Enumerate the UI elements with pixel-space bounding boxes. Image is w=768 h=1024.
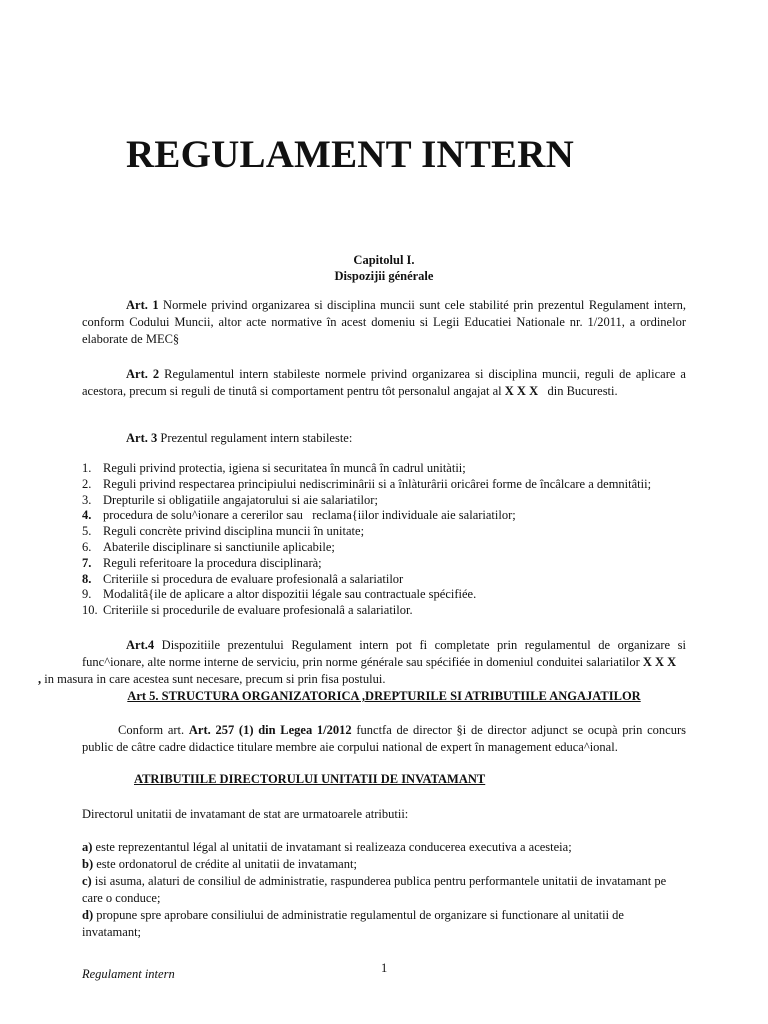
list-item	[82, 477, 702, 493]
document-title: REGULAMENT INTERN	[126, 133, 574, 176]
article-2	[82, 366, 686, 400]
list-item-number: 7.	[82, 555, 92, 570]
list-item	[82, 556, 702, 572]
footer-page-number: 1	[381, 961, 388, 975]
chapter-number: Capitolul I.	[353, 253, 415, 267]
article-4-entity: X X X	[642, 655, 677, 669]
article-5-text: functfa de director §i de director adjunct se ocupà prin concurs public de câtre cadre didactice titulare membre aie corpului national de expert în management educa^ional.	[82, 723, 686, 754]
duty-item	[82, 907, 686, 941]
list-item-text: Reguli privind protectia, igiena si securitatea în muncâ în cadrul unitàtii;	[103, 461, 466, 475]
duty-text: propune spre aprobare consiliului de administratie regulamentul de organizare si functionare al unitatii de invatamant;	[82, 908, 624, 939]
duty-item	[82, 839, 686, 856]
list-item-number: 2.	[82, 476, 92, 491]
duty-text: este ordonatorul de crédite al unitatii de invatamant;	[93, 857, 357, 871]
article-5-heading: Art 5. STRUCTURA ORGANIZATORICA ,DREPTURILE SI ATRIBUTIILE ANGAJATILOR	[127, 689, 641, 703]
list-item-number: 5.	[82, 524, 92, 539]
list-item-number: 8.	[82, 571, 92, 586]
article-4-label: Art.4	[126, 638, 155, 652]
article-3-label: Art. 3	[126, 431, 158, 445]
article-4	[38, 637, 686, 688]
director-intro: Directorul unitatii de invatamant de stat are urmatoarele atributii:	[82, 807, 409, 821]
duty-letter: c)	[82, 874, 92, 888]
list-item-text: procedura de solu^ionare a cererilor sau reclama{iilor individuale aie salariatilor;	[103, 508, 516, 523]
duty-letter: d)	[82, 908, 94, 922]
article-2-text: Regulamentul intern stabileste normele privind organizarea si disciplina muncii, reguli de aplicare a acestora, precum si reguli de tinutâ si comportament pentru tôt personalul angajat al	[82, 367, 686, 398]
list-item-text: Drepturile si obligatiile angajatorului si aie salariatilor;	[103, 492, 378, 507]
list-item-text: Criteriile si procedura de evaluare profesionalâ a salariatilor	[103, 571, 404, 586]
article-5-reference: Art. 257 (1) din Legea 1/2012	[188, 723, 352, 737]
article-3-text: Prezentul regulament intern stabileste:	[157, 431, 353, 445]
duty-text: isi asuma, alaturi de consiliul de administratie, raspunderea publica pentru performantele unitatii de invatamant pe care o conduce;	[82, 874, 667, 905]
list-item	[82, 461, 702, 477]
list-item-number: 10.	[82, 603, 98, 618]
list-item-number: 6.	[82, 539, 92, 554]
director-duties-heading: ATRIBUTIILE DIRECTORULUI UNITATII DE INVATAMANT	[134, 772, 486, 786]
list-item	[82, 524, 702, 540]
chapter-name: Dispozijii générale	[334, 269, 434, 283]
footer-document-name: Regulament intern	[82, 967, 175, 981]
article-1	[82, 297, 686, 348]
list-item-number: 3.	[82, 492, 92, 507]
article-1-label: Art. 1	[126, 298, 159, 312]
list-item	[82, 508, 702, 524]
list-item	[82, 603, 702, 619]
list-item-text: Abaterile disciplinare si sanctiunile aplicabile;	[103, 539, 335, 554]
list-item	[82, 493, 702, 509]
article-4-text: Dispozitiile prezentului Regulament intern pot fi completate prin regulamentul de organizare si func^ionare, alte norme interne de serviciu, prin norme générale sau spécifiée in domeniul conduitei salariatilor	[82, 638, 686, 669]
article-1-text: Normele privind organizarea si disciplina muncii sunt cele stabilité prin prezentul Regulament intern, conform Codului Muncii, altor acte normative în acest domeniu si Legii Educatiei Nationale nr. 1/2011, a ordinelor elaborate de MEC§	[82, 298, 686, 346]
article-3	[82, 430, 686, 447]
article-2-label: Art. 2	[126, 367, 160, 381]
director-duties-list	[82, 839, 686, 941]
list-item-text: Reguli privind respectarea principiului nediscriminârii si a înlàturârii oricârei forme de încâlcare a demnitâtii;	[103, 476, 652, 491]
list-item	[82, 540, 702, 556]
duty-item	[82, 856, 686, 873]
article-5-lead: Conform art.	[118, 723, 189, 737]
list-item	[82, 572, 702, 588]
article-5-paragraph	[82, 722, 686, 756]
duty-letter: b)	[82, 857, 94, 871]
list-item-text: Modalitâ{ile de aplicare a altor dispozitii légale sau contractuale spécifiée.	[103, 587, 477, 602]
duty-letter: a)	[82, 840, 93, 854]
article-4-comma: ,	[38, 672, 42, 686]
chapter-heading	[0, 252, 768, 284]
list-item-number: 4.	[82, 508, 92, 523]
list-item-text: Criteriile si procedurile de evaluare profesionalâ a salariatilor.	[103, 603, 413, 618]
duty-item	[82, 873, 686, 907]
duty-text: este reprezentantul légal al unitatii de invatamant si realizeaza conducerea executiva a acesteia;	[92, 840, 572, 854]
list-item-number: 9.	[82, 587, 92, 602]
list-item	[82, 587, 702, 603]
article-4-tail: in masura in care acestea sunt necesare, precum si prin fisa postului.	[41, 672, 386, 686]
article-2-entity: X X X	[504, 384, 539, 398]
article-2-tail: din Bucuresti.	[538, 384, 618, 398]
list-item-number: 1.	[82, 461, 92, 475]
list-item-text: Reguli referitoare la procedura disciplinarà;	[103, 555, 322, 570]
list-item-text: Reguli concrète privind disciplina muncii în unitate;	[103, 524, 365, 539]
article-3-list	[82, 461, 702, 619]
